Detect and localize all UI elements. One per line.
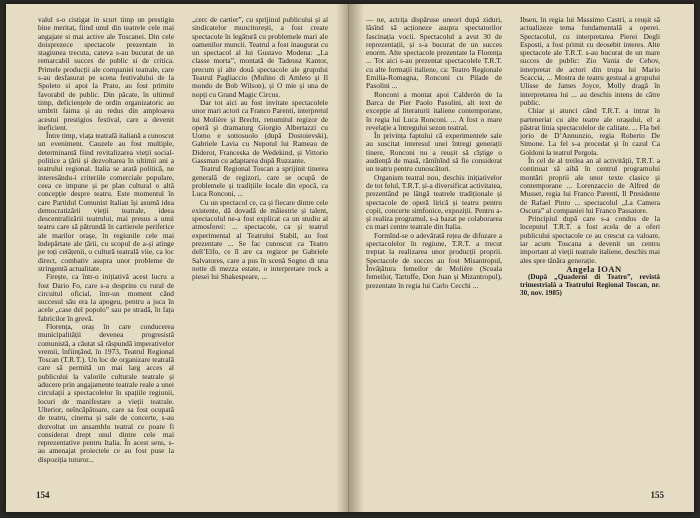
paragraph: Dar tot aici au fost invitate spectacolele unor mari actori ca Franco Parenti, interpretul lui Molière și Brecht, renumitul regizor de operă și dramaturg Giorgio Albertazzi cu Uomo e sottosuolo (după Dostoievski), Gabriele Lavia cu Nepotul lui Rameau de Diderot, Franceska de Wedekind, și Vittorio Gassman cu adaptarea după Ruzzante. xyxy=(192,97,328,166)
source-note: (După „Quaderni di Teatro”, revistă trimestrială a Teatrului Regional Toscan, nr. 30, nov. 1985) xyxy=(520,273,660,298)
right-page-column-1 xyxy=(366,16,502,290)
paragraph: În cel de al treilea an al activității, T.R.T. a continuat să aibă în centrul programului montări proprii ale unor texte clasice și contemporane ... Lorenzaccio de Alfred de Musset, regia lui Franco Parenti, Il Presidente de Rafael Pinto ... spectacolul „La Camera Oscura” al companiei lui Franco Passatore. xyxy=(520,156,660,215)
paragraph: „cerc de cartier”, cu sprijinul publicului și al sindicatelor muncitorești, a fost create spectacole în legătură cu problemele mari ale oamenilor muncii. Teatrul a fost inaugurat cu un spectacol al lui Gustavo Modena: „La classe morta”, montată de Tadeusz Kantor, precum și alte două spectacole ale grupului Teatrul Pagliaccio (Mulino di Amleto și Il mondo de Bob Wilson), și O mie și una de nopți cu Grand Magic Circus. xyxy=(192,15,328,99)
paragraph: Firește, ca într-o inițiativă acest lucru a fost Dario Fo, care s-a desprins cu rural de circuitul oficial, într-un moment când succesul său era la apogeu, pentru a juca în acele „case del popolo” sau pe stradă, în fața fabricilor în grevă. xyxy=(38,272,174,323)
paragraph: Formînd-se o adevărată rețea de difuzare a spectacolelor în regiune, T.R.T. a trecut treptat la realizarea unor producții proprii. Spectacole de succes au fost Misantropul, Învățătura femeilor de Molière (Scoala femeilor, Tartuffe, Don Juan și Mizantropul), prezentate în regia lui Carlo Cecchi ... xyxy=(366,230,502,290)
left-page-column-1 xyxy=(38,16,174,464)
paragraph: — ne, actrița dispăruse uneori după ziduri, lăsînd să acționeze asupra spectatorilor fascinația vocii. Spectacolul a avut 30 de reprezentații, și s-a bucurat de un succes enorm. Alte spectacole prezentate la Florența ... Tot aici s-au prezentat spectacolele T.R.T. cu alte formații italiene, ca: Teatro Regionale Emilia-Romagna, Ronconi cu Pilade de Pasolini ... xyxy=(366,15,502,91)
paragraph: Ronconi a montat apoi Calderón de la Barca de Pier Paolo Pasolini, alt text de excepție al literaturii italiene contemporane, în regia lui Luca Ronconi. ... A fost o mare revelație a întregului sezon teatral. xyxy=(366,89,502,132)
paragraph: Organism teatral nou, deschis inițiativelor de tot felul, T.R.T. și-a diversificat activitatea, prezentând pe lângă teatrele tradiționale și spectacole de operă lirică și teatru pentru copii, concerte simfonice, expoziții. Pentru a-și realiza programul, s-a bazat pe colaborarea cu mari centre teatrale din Italia. xyxy=(366,172,502,232)
page-number-left: 154 xyxy=(36,490,50,500)
right-page xyxy=(350,4,694,512)
paragraph: Florența, oraș în care conducerea municipalității devenea progresistă comunistă, a căutat să răspundă imperativelor vremii, înființând, în 1973, Teatrul Regional Toscan (T.R.T.). Un loc de organizare teatrală care să permită un mai larg acces al publicului la valorile culturale teatrale și aducere prin angajamente teatrale reale a unei circulații a spectacolelor în spațiile regiunii, locuri de manifestare a vieții teatrale. Ulterior, neîncăpătoare, care sa fost ocupată de teatru, cinema și sale de concerte, s-au dezvoltat un ansamblu teatral ce poate fi considerat drept unul dintre cele mai reprezentative pentru Italia. În acest sens, s-au amenajat proiectele ce au fost puse la dispoziția tuturor... xyxy=(38,321,174,464)
left-page xyxy=(6,4,349,512)
paragraph: Principiul după care s-a condus de la începutul T.R.T. a fost acela de a oferi publicului spectacole ce au crescut ca valoare, iar acum Toscana a devenit un centru important al vieții teatrale italiene, deschis mai ales spre tânăra generație. xyxy=(520,214,660,265)
right-page-column-2 xyxy=(520,16,660,297)
left-page-column-2 xyxy=(192,16,328,282)
author-signature: Angela IOAN xyxy=(566,263,622,274)
paragraph: Teatrul Regional Toscan a sprijinit tinerea generală de regizori, care se ocupă de problemele și tradițiile locale din epocă, ca Luca Ronconi, ... xyxy=(192,164,328,199)
paragraph: valul s-o cistigat in scurt timp un prestigiu bine meritat, fiind unul din teatrele cele mai angajate si mai active ale Toscanei. Din cele doisprezece spectacole prezentate in stagiunea trecuta, cateva s-au bucurat de un remarcabil succes de public si de critica. Primele producții ale companiei teatrale, care s-au desfasurat pe scena festivalului de la Spoleto si apoi la Prato, au fost primite favorabil de public. Din păcate, în ultimul timp, deficiențele de ordin organizatoric au umbrit faima și au redus din amploarea acestui prestigios festival, care a devenit ineficient. xyxy=(38,15,174,132)
book-spread xyxy=(6,4,694,512)
page-number-right: 155 xyxy=(650,490,664,500)
paragraph: Chiar și atunci când T.R.T. a intrat în parteneriat cu alte teatre ale orașului, el a păstrat linia spectacolelor de calitate. ... Fla bel jorio de D’Annunzio, regia Roberto De Simone. La fel s-a procedat și în cazul Ca Goldoni la teatrul Pergola. xyxy=(520,106,660,157)
book-gutter xyxy=(336,4,364,512)
paragraph: Între timp, viața teatrală italiană a cunoscut un eveniment. Cauzele au fost multiple, determinantă fiind revitalizarea vieții social-politice a țării și dezvoltarea în ultimii ani a teatrului regional. Italia se arată politică, ne interesându-i criteriile comerciale populare, ceea ce impune și pe plan cultural o altă concepție despre teatru. Este momentul în care Partidul Comunist Italian își asumă idea democratizării vieții teatrale, ideea descentralizării teatrului, mai presus a unui teatru care să pătrundă în cartierele periferice ale marilor orașe, în regiunile cele mai îndepărtate ale țării, cu scopul de a-și atinge pe toți cetățenii, o cultură teatrală viie, ca loc direct, combativ asupra unor probleme de stringentă actualitate. xyxy=(38,131,174,273)
paragraph: Cu un spectacol ce, ca și fiecare dintre cele existente, dă dovadă de măiestrie și talent, spectacolul ne-a fost explicat ca un studiu al atmosferei: ... spectacole, ca și teatrul experimental al Teatrului Stabil, au fost prezentate ... Se fac cunoscut ca Teatro dell’Elfo, ce îl are ca regizor pe Gabriele Salvatores, care a pus în scenă Sogno di una notte di mezza estate, o interpretare rock a piesei lui Shakespeare, ... xyxy=(192,197,328,282)
paragraph: În privința faptului că experimentele sale au suscitat interesul unei întregi generații tinere, Ronconi nu a reușit să cîștige o audiență de masă, rămînînd să fie considerat un teatru pentru cunoscători. xyxy=(366,131,502,174)
paragraph: Ibsen, în regia lui Massimo Castri, a reușit să actualizeze tema fundamentală a operei. Spectacolul, cu interpretarea Pierei Degli Esposti, a fost primit cu deosebit interes. Alte spectacole ale T.R.T. s-au bucurat de un mare succes de public: Zio Vania de Cehov, interpretat de actori din trupa lui Mario Scaccia, ... Mostra de teatru gestual a grupului Ulisse de James Joyce, Molly dragă în interpretarea lui ... au deschis intens de către public. xyxy=(520,15,660,107)
